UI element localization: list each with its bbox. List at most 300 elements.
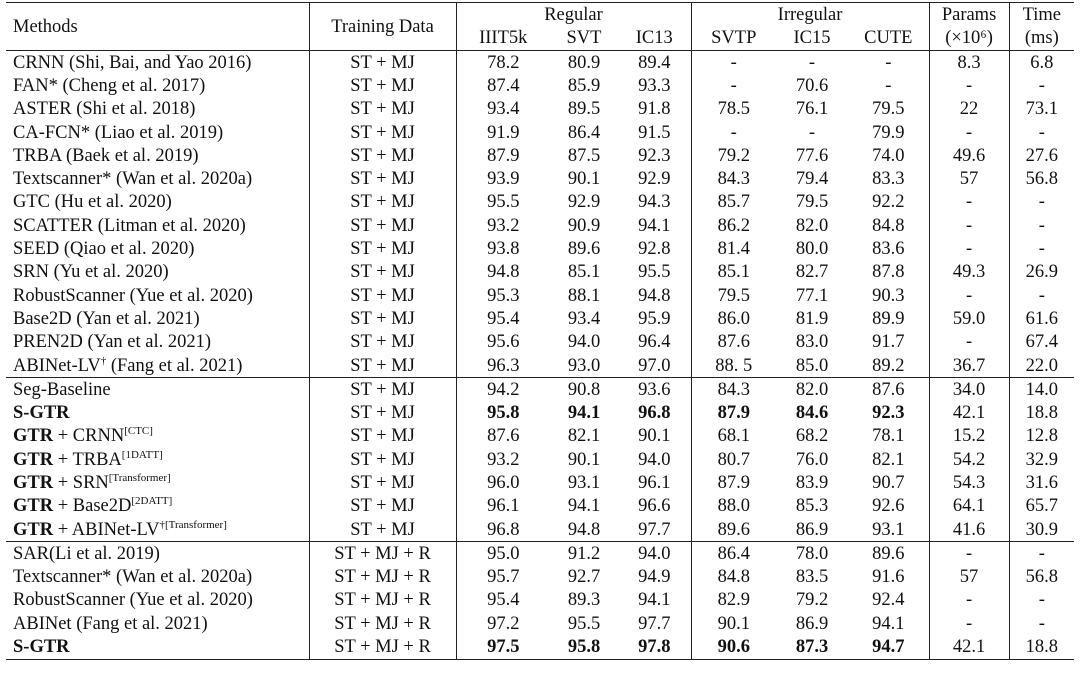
- value-cell-iiit5k: [456, 401, 550, 424]
- method-name: Seg-Baseline: [13, 379, 111, 400]
- header-params: Params: [929, 3, 1009, 27]
- training-data-cell: ST + MJ: [309, 425, 456, 448]
- value-cell-cute: [848, 566, 929, 589]
- value-cell-svtp: [691, 74, 776, 97]
- value-cell-svtp: [691, 448, 776, 471]
- table-row: [6, 471, 1074, 494]
- value-cell-cute: [848, 378, 929, 402]
- method-cell: [6, 448, 309, 471]
- value-text: 88. 5: [715, 355, 753, 376]
- value-cell-svtp: [691, 495, 776, 518]
- method-superscript: [2DATT]: [131, 495, 173, 508]
- value-cell-svt: [550, 284, 618, 307]
- value-text: 82.0: [795, 215, 829, 236]
- value-text: 82.1: [567, 426, 601, 447]
- value-text: -: [965, 122, 973, 143]
- value-cell-svtp: [691, 167, 776, 190]
- value-cell-svt: [550, 354, 618, 378]
- value-cell-params: [929, 307, 1009, 330]
- value-cell-time: [1009, 425, 1074, 448]
- value-text: 36.7: [952, 355, 986, 376]
- training-data-cell: ST + MJ: [309, 448, 456, 471]
- value-cell-time: [1009, 74, 1074, 97]
- method-cell: [6, 566, 309, 589]
- value-text: 85.7: [717, 192, 750, 213]
- value-text: 87.8: [872, 262, 905, 283]
- value-text: 88.0: [717, 496, 750, 517]
- value-cell-svt: [550, 566, 618, 589]
- value-cell-params: [929, 144, 1009, 167]
- value-cell-svt: [550, 331, 618, 354]
- value-cell-params: [929, 214, 1009, 237]
- table-row: [6, 74, 1074, 97]
- value-cell-svtp: [691, 401, 776, 424]
- table-row: [6, 237, 1074, 260]
- value-cell-params: [929, 495, 1009, 518]
- value-cell-svt: [550, 612, 618, 635]
- method-cell: [6, 284, 309, 307]
- method-name: SRN (Yu et al. 2020): [13, 262, 169, 283]
- value-cell-ic15: [776, 378, 848, 402]
- value-text: 87.6: [872, 379, 905, 400]
- method-superscript: [CTC]: [124, 425, 153, 438]
- value-cell-time: [1009, 612, 1074, 635]
- value-cell-svt: [550, 214, 618, 237]
- value-cell-cute: [848, 74, 929, 97]
- value-cell-ic13: [618, 144, 691, 167]
- value-cell-params: [929, 425, 1009, 448]
- value-text: 88.1: [567, 285, 601, 306]
- method-name: Textscanner* (Wan et al. 2020a): [13, 169, 253, 190]
- value-cell-params: [929, 448, 1009, 471]
- value-cell-params: [929, 518, 1009, 542]
- method-superscript: †: [100, 354, 107, 367]
- training-data-cell: ST + MJ + R: [309, 589, 456, 612]
- value-cell-svtp: [691, 612, 776, 635]
- value-cell-svtp: [691, 144, 776, 167]
- value-text: 91.2: [567, 543, 601, 564]
- value-text: -: [965, 543, 973, 564]
- value-cell-svtp: [691, 98, 776, 121]
- value-cell-svtp: [691, 354, 776, 378]
- method-name: + SRN: [53, 472, 109, 493]
- value-cell-iiit5k: [456, 284, 550, 307]
- table-row: [6, 331, 1074, 354]
- value-text: -: [965, 239, 973, 260]
- value-cell-svtp: [691, 589, 776, 612]
- method-cell: [6, 518, 309, 542]
- value-cell-svtp: [691, 566, 776, 589]
- value-cell-ic13: [618, 191, 691, 214]
- value-cell-ic13: [618, 612, 691, 635]
- value-cell-params: [929, 167, 1009, 190]
- value-cell-time: [1009, 589, 1074, 612]
- value-text: 95.8: [567, 637, 601, 658]
- value-text: -: [1038, 543, 1045, 564]
- value-cell-ic13: [618, 495, 691, 518]
- value-cell-svt: [550, 74, 618, 97]
- value-text: 97.0: [638, 355, 671, 376]
- training-data-cell: ST + MJ: [309, 495, 456, 518]
- value-text: 86.9: [795, 613, 829, 634]
- value-cell-ic15: [776, 144, 848, 167]
- value-text: 94.1: [567, 496, 601, 517]
- value-text: 83.5: [795, 567, 829, 588]
- value-text: 41.6: [952, 519, 986, 540]
- value-cell-iiit5k: [456, 237, 550, 260]
- method-cell: [6, 612, 309, 635]
- header-time: Time: [1009, 3, 1074, 27]
- value-text: 57: [959, 169, 979, 190]
- value-text: 42.1: [952, 637, 986, 658]
- value-cell-ic15: [776, 635, 848, 659]
- method-bold-prefix: GTR: [13, 426, 54, 447]
- value-text: 94.9: [638, 567, 671, 588]
- value-text: 74.0: [872, 145, 905, 166]
- value-text: 79.2: [795, 590, 829, 611]
- method-name: TRBA (Baek et al. 2019): [13, 145, 199, 166]
- value-text: 93.1: [567, 472, 601, 493]
- value-text: 95.4: [487, 590, 520, 611]
- value-cell-time: [1009, 191, 1074, 214]
- value-text: 89.6: [567, 239, 601, 260]
- value-cell-svt: [550, 261, 618, 284]
- value-cell-params: [929, 98, 1009, 121]
- value-text: 85.1: [717, 262, 750, 283]
- method-cell: [6, 635, 309, 659]
- method-name: Textscanner* (Wan et al. 2020a): [13, 567, 253, 588]
- value-text: 96.1: [638, 472, 671, 493]
- value-text: 81.4: [717, 239, 750, 260]
- value-cell-iiit5k: [456, 448, 550, 471]
- value-text: 86.2: [717, 215, 750, 236]
- value-cell-params: [929, 471, 1009, 494]
- value-cell-iiit5k: [456, 167, 550, 190]
- value-text: 94.3: [638, 192, 671, 213]
- value-cell-ic15: [776, 612, 848, 635]
- value-text: 86.4: [567, 122, 601, 143]
- value-text: 54.3: [952, 472, 986, 493]
- value-cell-ic15: [776, 401, 848, 424]
- value-cell-cute: [848, 425, 929, 448]
- table-group-real-data-methods: [6, 542, 1074, 659]
- value-text: 93.1: [872, 519, 905, 540]
- value-cell-iiit5k: [456, 51, 550, 75]
- value-text: 92.9: [638, 169, 671, 190]
- value-text: 82.0: [795, 379, 829, 400]
- value-cell-svtp: [691, 518, 776, 542]
- value-text: 56.8: [1025, 169, 1058, 190]
- method-name: RobustScanner (Yue et al. 2020): [13, 285, 253, 306]
- header-col-cute: CUTE: [864, 28, 913, 49]
- value-cell-svt: [550, 425, 618, 448]
- value-cell-time: [1009, 542, 1074, 566]
- training-data-cell: ST + MJ: [309, 98, 456, 121]
- value-text: 59.0: [952, 308, 986, 329]
- table-header: [6, 3, 1074, 51]
- table-row: [6, 566, 1074, 589]
- value-cell-time: [1009, 307, 1074, 330]
- table-row: [6, 121, 1074, 144]
- value-cell-time: [1009, 401, 1074, 424]
- table-row: [6, 518, 1074, 542]
- method-name: SEED (Qiao et al. 2020): [13, 239, 195, 260]
- value-cell-cute: [848, 448, 929, 471]
- value-text: 94.8: [487, 262, 520, 283]
- value-text: 94.1: [872, 613, 905, 634]
- value-text: 82.1: [872, 449, 905, 470]
- value-text: 93.2: [487, 449, 520, 470]
- method-name: S-GTR: [13, 637, 70, 658]
- value-text: 54.2: [952, 449, 986, 470]
- value-text: -: [965, 192, 973, 213]
- value-cell-params: [929, 261, 1009, 284]
- value-cell-params: [929, 51, 1009, 75]
- header-col-iiit5k: IIIT5k: [456, 27, 550, 51]
- value-cell-ic13: [618, 448, 691, 471]
- method-name: + ABINet-LV: [53, 519, 160, 540]
- value-cell-ic13: [618, 121, 691, 144]
- value-text: 67.4: [1025, 332, 1058, 353]
- value-text: 68.2: [795, 426, 829, 447]
- value-text: 79.9: [872, 122, 905, 143]
- value-text: 14.0: [1025, 379, 1058, 400]
- method-name: S-GTR: [13, 403, 70, 424]
- value-text: 95.7: [487, 567, 520, 588]
- value-text: 89.5: [567, 99, 601, 120]
- value-cell-time: [1009, 566, 1074, 589]
- value-text: 61.6: [1025, 308, 1058, 329]
- value-cell-ic15: [776, 495, 848, 518]
- value-cell-iiit5k: [456, 518, 550, 542]
- value-text: 95.5: [567, 613, 601, 634]
- value-cell-iiit5k: [456, 542, 550, 566]
- value-cell-cute: [848, 542, 929, 566]
- value-text: -: [1038, 75, 1045, 96]
- value-cell-time: [1009, 237, 1074, 260]
- method-cell: [6, 167, 309, 190]
- value-text: 92.3: [638, 145, 671, 166]
- value-text: 27.6: [1025, 145, 1058, 166]
- value-text: -: [730, 75, 737, 96]
- table-row: [6, 284, 1074, 307]
- value-text: 68.1: [717, 426, 750, 447]
- value-text: 87.6: [487, 426, 520, 447]
- value-cell-cute: [848, 471, 929, 494]
- value-cell-cute: [848, 144, 929, 167]
- value-text: 42.1: [952, 403, 986, 424]
- value-cell-time: [1009, 448, 1074, 471]
- value-text: 83.9: [795, 472, 829, 493]
- method-cell: [6, 261, 309, 284]
- table-group-gtr-methods: [6, 378, 1074, 542]
- method-name: RobustScanner (Yue et al. 2020): [13, 590, 253, 611]
- value-cell-cute: [848, 284, 929, 307]
- value-cell-params: [929, 191, 1009, 214]
- value-cell-iiit5k: [456, 121, 550, 144]
- value-cell-iiit5k: [456, 331, 550, 354]
- header-col-svt: SVT: [566, 28, 602, 49]
- value-text: 87.3: [795, 637, 829, 658]
- value-text: 78.5: [717, 99, 750, 120]
- value-cell-time: [1009, 261, 1074, 284]
- value-text: 91.6: [872, 567, 905, 588]
- method-cell: [6, 425, 309, 448]
- table-row: [6, 51, 1074, 75]
- value-text: 65.7: [1025, 496, 1058, 517]
- training-data-cell: ST + MJ: [309, 354, 456, 378]
- value-text: 26.9: [1025, 262, 1058, 283]
- value-cell-iiit5k: [456, 98, 550, 121]
- value-text: 92.2: [872, 192, 905, 213]
- value-text: 92.8: [638, 239, 671, 260]
- value-cell-time: [1009, 518, 1074, 542]
- value-cell-iiit5k: [456, 589, 550, 612]
- value-cell-svt: [550, 237, 618, 260]
- value-text: 89.2: [872, 355, 905, 376]
- value-text: 22.0: [1025, 355, 1058, 376]
- value-text: 90.9: [567, 215, 601, 236]
- value-text: 18.8: [1025, 637, 1058, 658]
- value-text: 64.1: [952, 496, 986, 517]
- value-cell-ic13: [618, 566, 691, 589]
- method-cell: [6, 331, 309, 354]
- training-data-cell: ST + MJ: [309, 167, 456, 190]
- value-text: 87.9: [717, 472, 750, 493]
- value-text: 87.5: [567, 145, 601, 166]
- value-text: 94.2: [487, 379, 520, 400]
- training-data-cell: ST + MJ: [309, 191, 456, 214]
- value-cell-iiit5k: [456, 144, 550, 167]
- header-irregular: Irregular: [691, 3, 929, 27]
- value-text: 79.5: [795, 192, 829, 213]
- value-text: 96.3: [487, 355, 520, 376]
- value-text: 89.6: [872, 543, 905, 564]
- training-data-cell: ST + MJ: [309, 144, 456, 167]
- method-name: CRNN (Shi, Bai, and Yao 2016): [13, 52, 252, 73]
- training-data-cell: ST + MJ: [309, 471, 456, 494]
- value-text: 95.8: [487, 403, 520, 424]
- value-cell-ic15: [776, 237, 848, 260]
- value-cell-svt: [550, 401, 618, 424]
- value-text: 92.3: [872, 403, 905, 424]
- value-text: -: [1038, 613, 1045, 634]
- value-text: 80.0: [795, 239, 829, 260]
- method-name: + CRNN: [53, 426, 125, 447]
- table-row: [6, 401, 1074, 424]
- value-cell-ic13: [618, 378, 691, 402]
- header-col-ic13: IC13: [635, 28, 673, 49]
- table-row: [6, 635, 1074, 659]
- value-text: -: [965, 332, 973, 353]
- training-data-cell: ST + MJ: [309, 284, 456, 307]
- value-text: 87.9: [717, 403, 750, 424]
- value-text: 87.9: [487, 145, 520, 166]
- value-cell-iiit5k: [456, 307, 550, 330]
- value-cell-time: [1009, 378, 1074, 402]
- value-text: 86.0: [717, 308, 750, 329]
- training-data-cell: ST + MJ + R: [309, 635, 456, 659]
- value-cell-ic15: [776, 214, 848, 237]
- value-cell-cute: [848, 98, 929, 121]
- results-table-container: [6, 2, 1074, 660]
- value-text: -: [1038, 122, 1045, 143]
- method-cell: [6, 354, 309, 378]
- value-text: 79.5: [717, 285, 750, 306]
- value-cell-time: [1009, 51, 1074, 75]
- table-group-prior-methods: [6, 51, 1074, 378]
- value-text: 95.9: [638, 308, 671, 329]
- value-cell-ic15: [776, 542, 848, 566]
- value-text: 80.9: [567, 52, 601, 73]
- value-cell-params: [929, 635, 1009, 659]
- value-cell-svtp: [691, 307, 776, 330]
- header-col-ic15: IC15: [793, 28, 831, 49]
- value-cell-ic15: [776, 167, 848, 190]
- value-text: -: [965, 215, 973, 236]
- training-data-cell: ST + MJ + R: [309, 612, 456, 635]
- value-cell-time: [1009, 167, 1074, 190]
- value-cell-time: [1009, 98, 1074, 121]
- training-data-cell: ST + MJ: [309, 378, 456, 402]
- table-row: [6, 144, 1074, 167]
- value-text: 89.9: [872, 308, 905, 329]
- value-cell-iiit5k: [456, 612, 550, 635]
- value-text: 92.7: [567, 567, 601, 588]
- value-text: 31.6: [1025, 472, 1058, 493]
- value-text: 82.9: [717, 590, 750, 611]
- method-cell: [6, 378, 309, 402]
- value-text: 83.0: [795, 332, 829, 353]
- value-text: 70.6: [795, 75, 829, 96]
- value-text: 90.6: [717, 637, 750, 658]
- results-table: [6, 2, 1074, 660]
- value-text: 94.0: [567, 332, 601, 353]
- value-cell-iiit5k: [456, 191, 550, 214]
- training-data-cell: ST + MJ: [309, 261, 456, 284]
- table-row: [6, 589, 1074, 612]
- value-cell-cute: [848, 354, 929, 378]
- value-cell-time: [1009, 635, 1074, 659]
- value-cell-time: [1009, 354, 1074, 378]
- value-text: 89.3: [567, 590, 601, 611]
- value-text: 78.1: [872, 426, 905, 447]
- value-text: 97.2: [487, 613, 520, 634]
- value-cell-svt: [550, 191, 618, 214]
- value-text: 92.9: [567, 192, 601, 213]
- value-cell-svtp: [691, 191, 776, 214]
- value-cell-svtp: [691, 425, 776, 448]
- value-cell-cute: [848, 518, 929, 542]
- value-text: 91.9: [487, 122, 520, 143]
- value-text: 94.8: [567, 519, 601, 540]
- method-bold-prefix: GTR: [13, 449, 54, 470]
- value-cell-iiit5k: [456, 74, 550, 97]
- method-name: ABINet (Fang et al. 2021): [13, 613, 208, 634]
- value-cell-iiit5k: [456, 495, 550, 518]
- value-cell-ic13: [618, 167, 691, 190]
- table-row: [6, 448, 1074, 471]
- method-superscript: [1DATT]: [121, 448, 163, 461]
- value-cell-cute: [848, 401, 929, 424]
- value-cell-ic13: [618, 518, 691, 542]
- value-cell-cute: [848, 589, 929, 612]
- value-cell-cute: [848, 121, 929, 144]
- method-cell: [6, 191, 309, 214]
- value-text: 93.0: [567, 355, 601, 376]
- value-text: 22: [959, 99, 979, 120]
- value-text: 91.5: [638, 122, 671, 143]
